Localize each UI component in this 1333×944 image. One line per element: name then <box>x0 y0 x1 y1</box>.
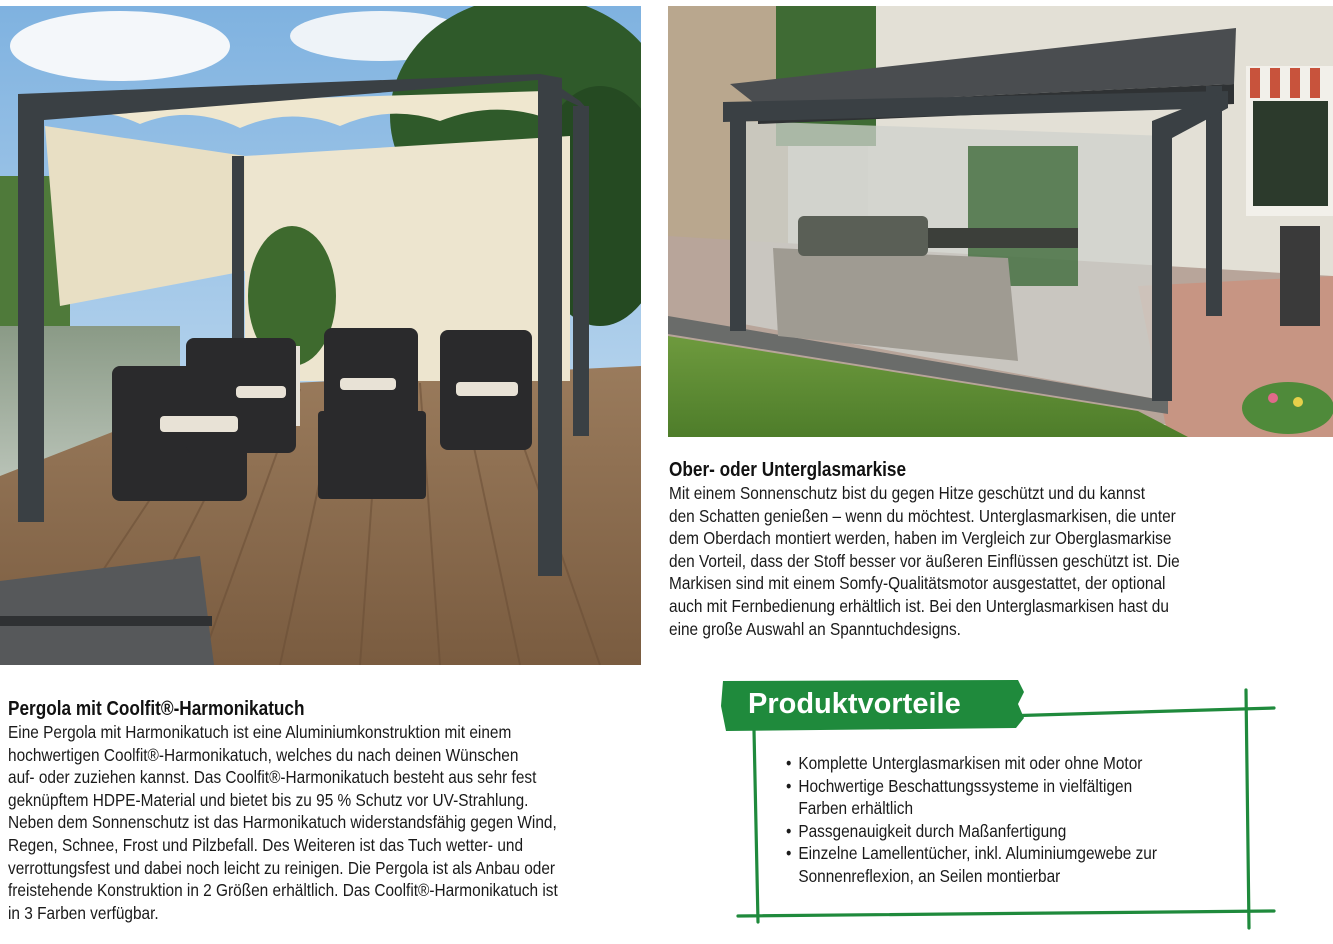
awning-article-line: den Vorteil, dass der Stoff besser vor äußeren Einflüssen geschützt ist. Die <box>669 550 1180 571</box>
benefit-line: Sonnenreflexion, an Seilen montierbar <box>798 865 1061 886</box>
pergola-article-line: in 3 Farben verfügbar. <box>8 902 159 923</box>
pergola-article-line: Eine Pergola mit Harmonikatuch ist eine Aluminiumkonstruktion mit einem <box>8 722 512 742</box>
pergola-article-line: geknüpftem HDPE-Material und bietet bis zu 95 % Schutz vor UV-Strahlung. <box>8 789 529 810</box>
benefits-list <box>786 752 1157 888</box>
pergola-article-line: verrottungsfest und dabei noch leicht zu reinigen. Die Pergola ist als Anbau oder <box>8 857 556 878</box>
pergola-article-line: Neben dem Sonnenschutz ist das Harmonikatuch widerstandsfähig gegen Wind, <box>8 812 557 833</box>
benefit-item <box>786 775 1157 820</box>
benefit-line: Hochwertige Beschattungssysteme in vielfältigen <box>798 775 1133 796</box>
benefit-item <box>786 820 1157 843</box>
awning-article-line: Mit einem Sonnenschutz bist du gegen Hitze geschützt und du kannst <box>669 483 1145 503</box>
benefit-line: Farben erhältlich <box>798 798 914 819</box>
benefits-title: Produktvorteile <box>748 688 961 720</box>
benefit-line: Komplette Unterglasmarkisen mit oder ohne Motor <box>798 753 1143 773</box>
awning-article-line: dem Oberdach montiert werden, haben im Vergleich zur Oberglasmarkise <box>669 528 1172 549</box>
benefit-line: Einzelne Lamellentücher, inkl. Aluminiumgewebe zur <box>798 843 1158 864</box>
benefit-item <box>786 842 1157 887</box>
awning-article-line: Markisen sind mit einem Somfy-Qualitätsmotor ausgestattet, der optional <box>669 573 1166 594</box>
bullet-dot: • <box>786 775 792 796</box>
pergola-article-line: auf- oder zuziehen kannst. Das Coolfit®-Harmonikatuch besteht aus sehr fest <box>8 767 537 788</box>
bullet-dot: • <box>786 820 792 841</box>
pergola-photo <box>0 6 641 665</box>
pergola-article-line: freistehende Konstruktion in 2 Größen erhältlich. Das Coolfit®-Harmonikatuch ist <box>8 880 558 901</box>
pergola-article-title: Pergola mit Coolfit®-Harmonikatuch <box>8 698 305 720</box>
benefit-line: Passgenauigkeit durch Maßanfertigung <box>798 820 1067 841</box>
pergola-article-line: hochwertigen Coolfit®-Harmonikatuch, welches du nach deinen Wünschen <box>8 744 519 765</box>
pergola-article-body <box>8 721 589 924</box>
awning-article-line: eine große Auswahl an Spanntuchdesigns. <box>669 618 961 639</box>
product-benefits-box <box>718 678 1278 938</box>
awning-article-line: auch mit Fernbedienung erhältlich ist. Bei den Unterglasmarkisen hast du <box>669 595 1169 616</box>
bullet-dot: • <box>786 753 792 773</box>
awning-article <box>669 458 1333 640</box>
awning-photo <box>668 6 1333 437</box>
pergola-article-line: Regen, Schnee, Frost und Pilzbefall. Des Weiteren ist das Tuch wetter- und <box>8 834 524 855</box>
awning-article-line: den Schatten genießen – wenn du möchtest. Unterglasmarkisen, die unter <box>669 505 1176 526</box>
benefit-item <box>786 752 1157 775</box>
awning-article-body <box>669 482 1253 640</box>
bullet-dot: • <box>786 843 792 864</box>
pergola-article <box>8 697 668 924</box>
awning-article-title: Ober- oder Unterglasmarkise <box>669 459 907 481</box>
